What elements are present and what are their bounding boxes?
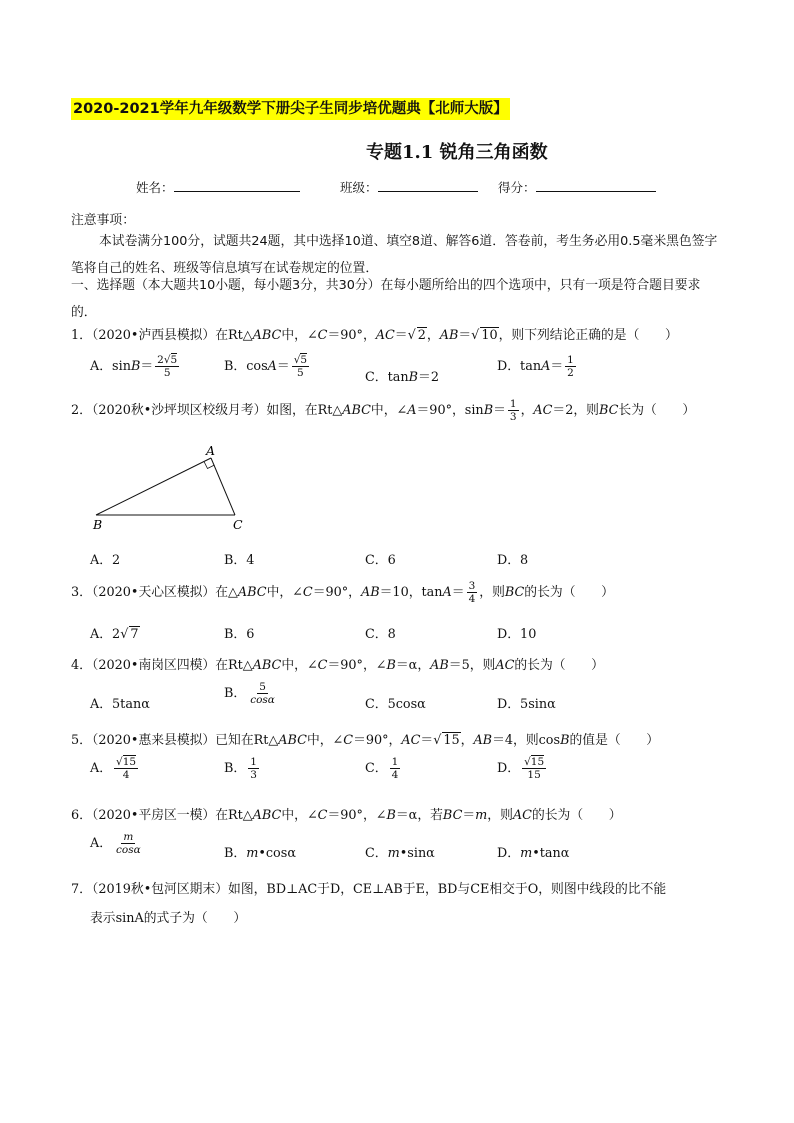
q1-option-c[interactable]: C．tanB＝2 — [365, 370, 439, 385]
page-title: 专题1.1 锐角三角函数 — [366, 142, 548, 163]
q4-option-d[interactable]: D．5sinα — [497, 697, 556, 712]
q6-option-b[interactable]: B．m•cosα — [224, 846, 296, 861]
question-4: 4．（2020•南岗区四模）在Rt△ABC中，∠C＝90°，∠B＝α，AB＝5，则AC的长为（ ） — [71, 658, 604, 673]
q4-option-b[interactable]: B． $\frac{5}{\cos\alpha}$ — [224, 681, 275, 706]
q2-option-c[interactable]: C．6 — [365, 553, 396, 568]
q3-option-a[interactable]: A．2√ 7 — [90, 627, 139, 642]
q3-option-b[interactable]: B．6 — [224, 627, 255, 642]
vertex-b-label: B — [93, 517, 103, 532]
question-3: 3．（2020•天心区模拟）在△ABC中，∠C＝90°，AB＝10，tanA＝ $\frac{3}{4}$ ，则BC的长为（ ） — [71, 580, 614, 605]
q6-option-d[interactable]: D．m•tanα — [497, 846, 570, 861]
q2-option-d[interactable]: D．8 — [497, 553, 529, 568]
question-2: 2．（2020秋•沙坪坝区校级月考）如图，在Rt△ABC中，∠A＝90°，sinB＝ $\frac{1}{3}$ ，AC＝2，则BC长为（ ） — [71, 398, 696, 423]
vertex-c-label: C — [233, 517, 243, 532]
q2-option-b[interactable]: B．4 — [224, 553, 255, 568]
class-field[interactable] — [340, 177, 478, 196]
name-blank[interactable] — [174, 177, 300, 192]
question-7-line-1: 7．（2019秋•包河区期末）如图，BD⊥AC于D，CE⊥AB于E，BD与CE相交于O，则图中线段的比不能 — [71, 882, 667, 897]
q4-option-c[interactable]: C．5cosα — [365, 697, 426, 712]
score-field[interactable] — [498, 177, 656, 196]
q1-option-d[interactable]: D．tanA＝ $\frac{1}{2}$ — [497, 354, 574, 379]
triangle-figure — [88, 440, 258, 535]
question-7-line-2: 表示sinA的式子为（ ） — [90, 911, 247, 926]
section-heading: 一、选择题（本大题共10小题，每小题3分，共30分）在每小题所给出的四个选项中，只有一项是符合题目要求的． — [71, 278, 701, 320]
q5-option-a[interactable]: A． $\frac{√15}{4}$ — [90, 756, 137, 781]
series-banner: 2020-2021学年九年级数学下册尖子生同步培优题典【北师大版】 — [71, 98, 510, 120]
q3-option-d[interactable]: D．10 — [497, 627, 537, 642]
q6-option-c[interactable]: C．m•sinα — [365, 846, 435, 861]
score-blank[interactable] — [536, 177, 656, 192]
name-field[interactable] — [136, 177, 300, 196]
q5-option-d[interactable]: D． $\frac{√15}{15}$ — [497, 756, 545, 781]
question-5: 5．（2020•惠来县模拟）已知在Rt△ABC中，∠C＝90°，AC＝√ 15，AB＝4，则cosB的值是（ ） — [71, 733, 660, 748]
q1-option-a[interactable]: A．sinB＝ $\frac{2√5}{5}$ — [90, 354, 178, 379]
question-6: 6．（2020•平房区一模）在Rt△ABC中，∠C＝90°，∠B＝α，若BC＝m，则AC的长为（ ） — [71, 808, 622, 823]
score-label: 得分： — [498, 180, 536, 195]
notes-body: 本试卷满分100分，试题共24题，其中选择10道、填空8道、解答6道．答卷前，考生务必用0.5毫米黑色签字笔将自己的姓名、班级等信息填写在试卷规定的位置． — [71, 234, 718, 276]
name-label: 姓名： — [136, 180, 174, 195]
question-1: 1．（2020•泸西县模拟）在Rt△ABC中，∠C＝90°，AC＝√ 2，AB＝√ 10，则下列结论正确的是（ ） — [71, 328, 678, 343]
q5-option-b[interactable]: B． $\frac{1}{3}$ — [224, 756, 257, 781]
side-ab — [96, 458, 211, 515]
vertex-a-label: A — [206, 443, 216, 458]
q3-option-c[interactable]: C．8 — [365, 627, 396, 642]
side-ac — [211, 458, 235, 515]
q4-option-a[interactable]: A．5tanα — [90, 697, 150, 712]
class-blank[interactable] — [378, 177, 478, 192]
q2-option-a[interactable]: A．2 — [90, 553, 121, 568]
class-label: 班级： — [340, 180, 378, 195]
q1-option-b[interactable]: B．cosA＝ $\frac{√5}{5}$ — [224, 354, 308, 379]
notes-heading: 注意事项： — [71, 213, 135, 228]
q5-option-c[interactable]: C． $\frac{1}{4}$ — [365, 756, 399, 781]
q6-option-a[interactable]: A． $\frac{m}{\cos\alpha}$ — [90, 831, 141, 856]
